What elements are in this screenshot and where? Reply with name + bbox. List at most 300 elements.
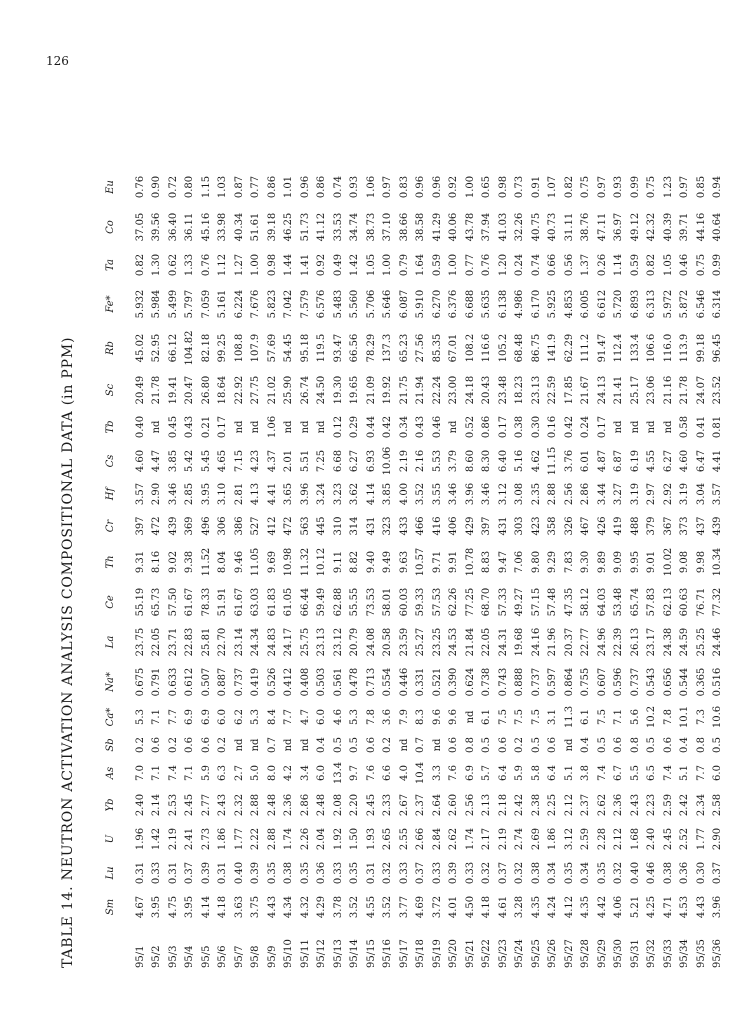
table-row — [512, 168, 529, 968]
value-cell: 3.19 — [629, 482, 641, 506]
value-cell: 10.12 — [316, 547, 328, 577]
value-cell: 2.85 — [184, 482, 196, 506]
value-cell: 0.737 — [233, 667, 245, 697]
value-cell: 0.544 — [679, 667, 691, 697]
value-cell: 6.0 — [217, 709, 229, 725]
value-cell: 4.13 — [250, 482, 262, 506]
value-cell: 17.85 — [563, 375, 575, 405]
value-cell: 41.29 — [431, 212, 443, 242]
table-row — [149, 168, 166, 968]
value-cell: 7.06 — [514, 550, 526, 574]
value-cell: 22.77 — [580, 627, 592, 657]
value-cell: 3.23 — [332, 482, 344, 506]
value-cell: 133.4 — [629, 333, 641, 363]
value-cell: nd — [613, 420, 625, 434]
value-cell: 21.75 — [398, 375, 410, 405]
value-cell: 472 — [151, 516, 163, 536]
value-cell: 5.872 — [679, 289, 691, 319]
value-cell: 0.35 — [596, 861, 608, 885]
value-cell: 10.1 — [679, 705, 691, 729]
column-header-sc: Sc — [104, 383, 116, 397]
value-cell: 25.27 — [415, 627, 427, 657]
value-cell: 25.17 — [629, 375, 641, 405]
value-cell: 9.09 — [613, 550, 625, 574]
compositional-data-table — [88, 168, 726, 968]
value-cell: 0.45 — [167, 415, 179, 439]
value-cell: 0.507 — [200, 667, 212, 697]
value-cell: 6.224 — [233, 289, 245, 319]
value-cell: 116.0 — [662, 333, 674, 363]
value-cell: 10.4 — [415, 761, 427, 785]
value-cell: 3.78 — [332, 895, 344, 919]
value-cell: 24.34 — [250, 627, 262, 657]
value-cell: 4.42 — [596, 895, 608, 919]
column-header-sb: Sb — [104, 738, 116, 752]
value-cell: 0.31 — [217, 861, 229, 885]
value-cell: 2.43 — [217, 793, 229, 817]
value-cell: 0.59 — [431, 253, 443, 277]
table-row — [330, 168, 347, 968]
value-cell: 0.77 — [464, 253, 476, 277]
value-cell: 0.43 — [184, 415, 196, 439]
value-cell: 3.96 — [299, 482, 311, 506]
value-cell: 7.7 — [167, 709, 179, 725]
value-cell: 25.25 — [695, 627, 707, 657]
sample-id-cell: 95/24 — [514, 939, 526, 968]
value-cell: 2.16 — [415, 449, 427, 473]
value-cell: 0.412 — [283, 667, 295, 697]
value-cell: 38.73 — [365, 212, 377, 242]
table-title: TABLE 14. NEUTRON ACTIVATION ANALYSIS COMPOSITIONAL DATA (in PPM) — [60, 336, 76, 968]
value-cell: 3.95 — [200, 482, 212, 506]
value-cell: 3.19 — [679, 482, 691, 506]
value-cell: 3.46 — [448, 482, 460, 506]
value-cell: 6.087 — [398, 289, 410, 319]
value-cell: 65.23 — [398, 333, 410, 363]
value-cell: 0.46 — [431, 415, 443, 439]
value-cell: nd — [233, 738, 245, 752]
value-cell: 0.33 — [464, 861, 476, 885]
value-cell: 0.5 — [530, 737, 542, 753]
sample-id-cell: 95/16 — [382, 939, 394, 968]
value-cell: 0.36 — [679, 861, 691, 885]
value-cell: 7.1 — [613, 709, 625, 725]
value-cell: 3.52 — [415, 482, 427, 506]
value-cell: 26.13 — [629, 627, 641, 657]
value-cell: 1.33 — [184, 253, 196, 277]
value-cell: 426 — [596, 516, 608, 536]
value-cell: 2.01 — [283, 449, 295, 473]
value-cell: 7.042 — [283, 289, 295, 319]
value-cell: 0.97 — [596, 175, 608, 199]
table-row — [429, 168, 446, 968]
value-cell: 2.17 — [481, 827, 493, 851]
value-cell: 85.35 — [431, 333, 443, 363]
value-cell: 49.27 — [514, 587, 526, 617]
value-cell: 5.3 — [250, 709, 262, 725]
sample-id-cell: 95/13 — [332, 939, 344, 968]
value-cell: 0.73 — [514, 175, 526, 199]
value-cell: 77.25 — [464, 587, 476, 617]
value-cell: 137.3 — [382, 333, 394, 363]
value-cell: 0.4 — [580, 737, 592, 753]
table-row — [363, 168, 380, 968]
value-cell: 3.1 — [547, 709, 559, 725]
value-cell: nd — [151, 420, 163, 434]
value-cell: 2.20 — [349, 793, 361, 817]
value-cell: 60.63 — [679, 587, 691, 617]
value-cell: 0.4 — [679, 737, 691, 753]
sample-id-cell: 95/23 — [497, 939, 509, 968]
value-cell: 91.47 — [596, 333, 608, 363]
value-cell: 2.18 — [497, 793, 509, 817]
column-header-ca-star: Ca* — [104, 707, 116, 727]
value-cell: 5.161 — [217, 289, 229, 319]
value-cell: 24.13 — [596, 375, 608, 405]
value-cell: 6.0 — [316, 709, 328, 725]
value-cell: 105.2 — [497, 333, 509, 363]
value-cell: 488 — [629, 516, 641, 536]
value-cell: 6.170 — [530, 289, 542, 319]
column-header-u: U — [104, 834, 116, 844]
value-cell: 3.12 — [563, 827, 575, 851]
value-cell: 4.53 — [679, 895, 691, 919]
value-cell: 68.48 — [514, 333, 526, 363]
value-cell: 1.23 — [662, 175, 674, 199]
value-cell: 2.14 — [151, 793, 163, 817]
value-cell: 0.82 — [134, 253, 146, 277]
value-cell: 4.2 — [283, 765, 295, 781]
value-cell: 0.38 — [530, 861, 542, 885]
value-cell: 0.33 — [151, 861, 163, 885]
value-cell: 7.0 — [134, 765, 146, 781]
sample-id-cell: 95/1 — [134, 945, 146, 968]
value-cell: 0.5 — [646, 737, 658, 753]
value-cell: 4.61 — [497, 895, 509, 919]
value-cell: 7.579 — [299, 289, 311, 319]
value-cell: 2.88 — [547, 482, 559, 506]
value-cell: 5.972 — [662, 289, 674, 319]
sample-id-cell: 95/10 — [283, 939, 295, 968]
value-cell: 433 — [398, 516, 410, 536]
value-cell: 6.4 — [547, 765, 559, 781]
value-cell: 57.83 — [646, 587, 658, 617]
value-cell: 3.55 — [431, 482, 443, 506]
column-header-fe-star: Fe* — [104, 295, 116, 313]
value-cell: 4.0 — [398, 765, 410, 781]
value-cell: 60.03 — [398, 587, 410, 617]
value-cell: 3.95 — [184, 895, 196, 919]
value-cell: 19.30 — [332, 375, 344, 405]
table-row — [479, 168, 496, 968]
value-cell: 6.9 — [200, 709, 212, 725]
value-cell: 9.02 — [167, 550, 179, 574]
value-cell: 1.93 — [365, 827, 377, 851]
table-row — [231, 168, 248, 968]
value-cell: 306 — [217, 516, 229, 536]
value-cell: 9.29 — [547, 550, 559, 574]
value-cell: 0.737 — [629, 667, 641, 697]
value-cell: 0.633 — [167, 667, 179, 697]
value-cell: 0.86 — [266, 175, 278, 199]
value-cell: 7.4 — [167, 765, 179, 781]
value-cell: 373 — [679, 516, 691, 536]
value-cell: 0.21 — [200, 415, 212, 439]
value-cell: nd — [316, 420, 328, 434]
table-row — [545, 168, 562, 968]
value-cell: 43.78 — [464, 212, 476, 242]
table-row — [198, 168, 215, 968]
value-cell: 68.70 — [481, 587, 493, 617]
value-cell: 23.48 — [497, 375, 509, 405]
value-cell: 0.624 — [464, 667, 476, 697]
sample-id-cell: 95/27 — [563, 939, 575, 968]
value-cell: 41.03 — [497, 212, 509, 242]
value-cell: 2.48 — [316, 793, 328, 817]
value-cell: 22.05 — [151, 627, 163, 657]
column-header-th: Th — [104, 555, 116, 569]
value-cell: 5.1 — [679, 765, 691, 781]
value-cell: 8.16 — [151, 550, 163, 574]
value-cell: 1.68 — [629, 827, 641, 851]
value-cell: 5.932 — [134, 289, 146, 319]
value-cell: 423 — [530, 516, 542, 536]
value-cell: 0.6 — [613, 737, 625, 753]
value-cell: 64.03 — [596, 587, 608, 617]
value-cell: 1.00 — [250, 253, 262, 277]
value-cell: 5.483 — [332, 289, 344, 319]
value-cell: 0.8 — [695, 737, 707, 753]
value-cell: 0.5 — [349, 737, 361, 753]
value-cell: 0.24 — [580, 415, 592, 439]
value-cell: 9.7 — [349, 765, 361, 781]
value-cell: 0.31 — [167, 861, 179, 885]
value-cell: 5.1 — [563, 765, 575, 781]
value-cell: 57.15 — [530, 587, 542, 617]
value-cell: 0.38 — [283, 861, 295, 885]
value-cell: 397 — [481, 516, 493, 536]
value-cell: 0.888 — [514, 667, 526, 697]
value-cell: 1.92 — [332, 827, 344, 851]
value-cell: 4.62 — [530, 449, 542, 473]
value-cell: 0.85 — [695, 175, 707, 199]
value-cell: 2.13 — [481, 793, 493, 817]
value-cell: 62.88 — [332, 587, 344, 617]
value-cell: 116.6 — [481, 333, 493, 363]
value-cell: 62.13 — [662, 587, 674, 617]
value-cell: 21.94 — [415, 375, 427, 405]
value-cell: 26.74 — [299, 375, 311, 405]
value-cell: 369 — [184, 516, 196, 536]
value-cell: 2.56 — [563, 482, 575, 506]
value-cell: 2.66 — [415, 827, 427, 851]
sample-id-cell: 95/31 — [629, 939, 641, 968]
value-cell: 314 — [349, 516, 361, 536]
table-row — [413, 168, 430, 968]
column-header-cr: Cr — [104, 519, 116, 533]
value-cell: 0.91 — [530, 175, 542, 199]
value-cell: 1.77 — [233, 827, 245, 851]
value-cell: 4.35 — [580, 895, 592, 919]
value-cell: 0.33 — [332, 861, 344, 885]
value-cell: 0.6 — [151, 737, 163, 753]
value-cell: 2.36 — [613, 793, 625, 817]
value-cell: 0.99 — [629, 175, 641, 199]
value-cell: 0.62 — [167, 253, 179, 277]
value-cell: 19.41 — [167, 375, 179, 405]
value-cell: 2.90 — [151, 482, 163, 506]
value-cell: 2.19 — [398, 449, 410, 473]
value-cell: 4.986 — [514, 289, 526, 319]
value-cell: 2.19 — [167, 827, 179, 851]
value-cell: 22.05 — [481, 627, 493, 657]
column-header-yb: Yb — [104, 798, 116, 812]
value-cell: 0.33 — [431, 861, 443, 885]
value-cell: 0.6 — [365, 737, 377, 753]
value-cell: 0.37 — [184, 861, 196, 885]
value-cell: 0.8 — [464, 737, 476, 753]
value-cell: 2.53 — [167, 793, 179, 817]
value-cell: 1.44 — [283, 253, 295, 277]
value-cell: 0.543 — [646, 667, 658, 697]
value-cell: 2.37 — [580, 793, 592, 817]
value-cell: 65.74 — [629, 587, 641, 617]
value-cell: 2.42 — [679, 793, 691, 817]
value-cell: 2.59 — [662, 793, 674, 817]
value-cell: 0.478 — [349, 667, 361, 697]
value-cell: 3.96 — [712, 895, 724, 919]
value-cell: 11.32 — [299, 547, 311, 577]
value-cell: 22.83 — [184, 627, 196, 657]
value-cell: 2.45 — [184, 793, 196, 817]
value-cell: 20.37 — [563, 627, 575, 657]
value-cell: 24.17 — [283, 627, 295, 657]
value-cell: nd — [563, 738, 575, 752]
value-cell: 9.30 — [580, 550, 592, 574]
value-cell: 0.419 — [250, 667, 262, 697]
value-cell: 3.3 — [431, 765, 443, 781]
value-cell: nd — [398, 738, 410, 752]
value-cell: 0.94 — [712, 175, 724, 199]
value-cell: 7.1 — [151, 765, 163, 781]
table-row — [132, 168, 149, 968]
value-cell: 2.45 — [365, 793, 377, 817]
value-cell: 431 — [365, 516, 377, 536]
value-cell: 496 — [200, 516, 212, 536]
value-cell: 38.66 — [398, 212, 410, 242]
value-cell: 9.47 — [497, 550, 509, 574]
value-cell: nd — [646, 420, 658, 434]
value-cell: 0.34 — [580, 861, 592, 885]
value-cell: 9.71 — [431, 550, 443, 574]
value-cell: 73.53 — [365, 587, 377, 617]
value-cell: 141.9 — [547, 333, 559, 363]
value-cell: 9.91 — [448, 550, 460, 574]
value-cell: 22.70 — [217, 627, 229, 657]
value-cell: 0.8 — [629, 737, 641, 753]
value-cell: 24.38 — [662, 627, 674, 657]
value-cell: 1.06 — [266, 415, 278, 439]
table-row — [165, 168, 182, 968]
value-cell: 22.24 — [431, 375, 443, 405]
value-cell: 36.40 — [167, 212, 179, 242]
table-row — [693, 168, 710, 968]
table-row — [380, 168, 397, 968]
value-cell: 5.3 — [134, 709, 146, 725]
value-cell: 2.41 — [184, 827, 196, 851]
value-cell: 2.59 — [580, 827, 592, 851]
value-cell: 51.91 — [217, 587, 229, 617]
value-cell: 0.40 — [233, 861, 245, 885]
value-cell: 0.6 — [448, 737, 460, 753]
column-header-rb: Rb — [104, 341, 116, 355]
value-cell: 0.87 — [233, 175, 245, 199]
value-cell: 2.34 — [695, 793, 707, 817]
value-cell: 10.06 — [382, 446, 394, 476]
value-cell: 0.37 — [497, 861, 509, 885]
value-cell: 0.791 — [151, 667, 163, 697]
value-cell: 0.96 — [299, 175, 311, 199]
value-cell: 0.80 — [184, 175, 196, 199]
column-header-tb: Tb — [104, 420, 116, 434]
value-cell: 9.63 — [398, 550, 410, 574]
value-cell: 4.55 — [365, 895, 377, 919]
value-cell: 7.7 — [283, 709, 295, 725]
value-cell: 0.37 — [712, 861, 724, 885]
value-cell: 7.7 — [695, 765, 707, 781]
value-cell: 23.17 — [646, 627, 658, 657]
value-cell: 4.71 — [662, 895, 674, 919]
value-cell: 9.80 — [530, 550, 542, 574]
value-cell: 62.29 — [563, 333, 575, 363]
value-cell: 53.48 — [613, 587, 625, 617]
value-cell: 58.12 — [580, 587, 592, 617]
value-cell: 27.56 — [415, 333, 427, 363]
value-cell: 2.04 — [316, 827, 328, 851]
value-cell: 0.2 — [382, 737, 394, 753]
value-cell: 58.01 — [382, 587, 394, 617]
value-cell: 5.984 — [151, 289, 163, 319]
value-cell: 0.44 — [365, 415, 377, 439]
value-cell: 9.98 — [695, 550, 707, 574]
value-cell: 3.85 — [167, 449, 179, 473]
value-cell: 6.40 — [497, 449, 509, 473]
table-row — [710, 168, 727, 968]
value-cell: 0.98 — [497, 175, 509, 199]
value-cell: 323 — [382, 516, 394, 536]
value-cell: 0.713 — [365, 667, 377, 697]
value-cell: nd — [299, 420, 311, 434]
value-cell: 47.35 — [563, 587, 575, 617]
value-cell: 13.4 — [332, 761, 344, 785]
value-cell: 0.2 — [217, 737, 229, 753]
value-cell: nd — [629, 420, 641, 434]
value-cell: 3.27 — [613, 482, 625, 506]
table-row — [495, 168, 512, 968]
value-cell: 0.30 — [695, 861, 707, 885]
table-row — [347, 168, 364, 968]
value-cell: 6.68 — [332, 449, 344, 473]
value-cell: 38.76 — [580, 212, 592, 242]
value-cell: 4.7 — [299, 709, 311, 725]
value-cell: 0.737 — [530, 667, 542, 697]
value-cell: 1.74 — [283, 827, 295, 851]
value-cell: 0.74 — [530, 253, 542, 277]
value-cell: 0.6 — [547, 737, 559, 753]
value-cell: 466 — [415, 516, 427, 536]
table-row — [215, 168, 232, 968]
value-cell: 19.92 — [382, 375, 394, 405]
